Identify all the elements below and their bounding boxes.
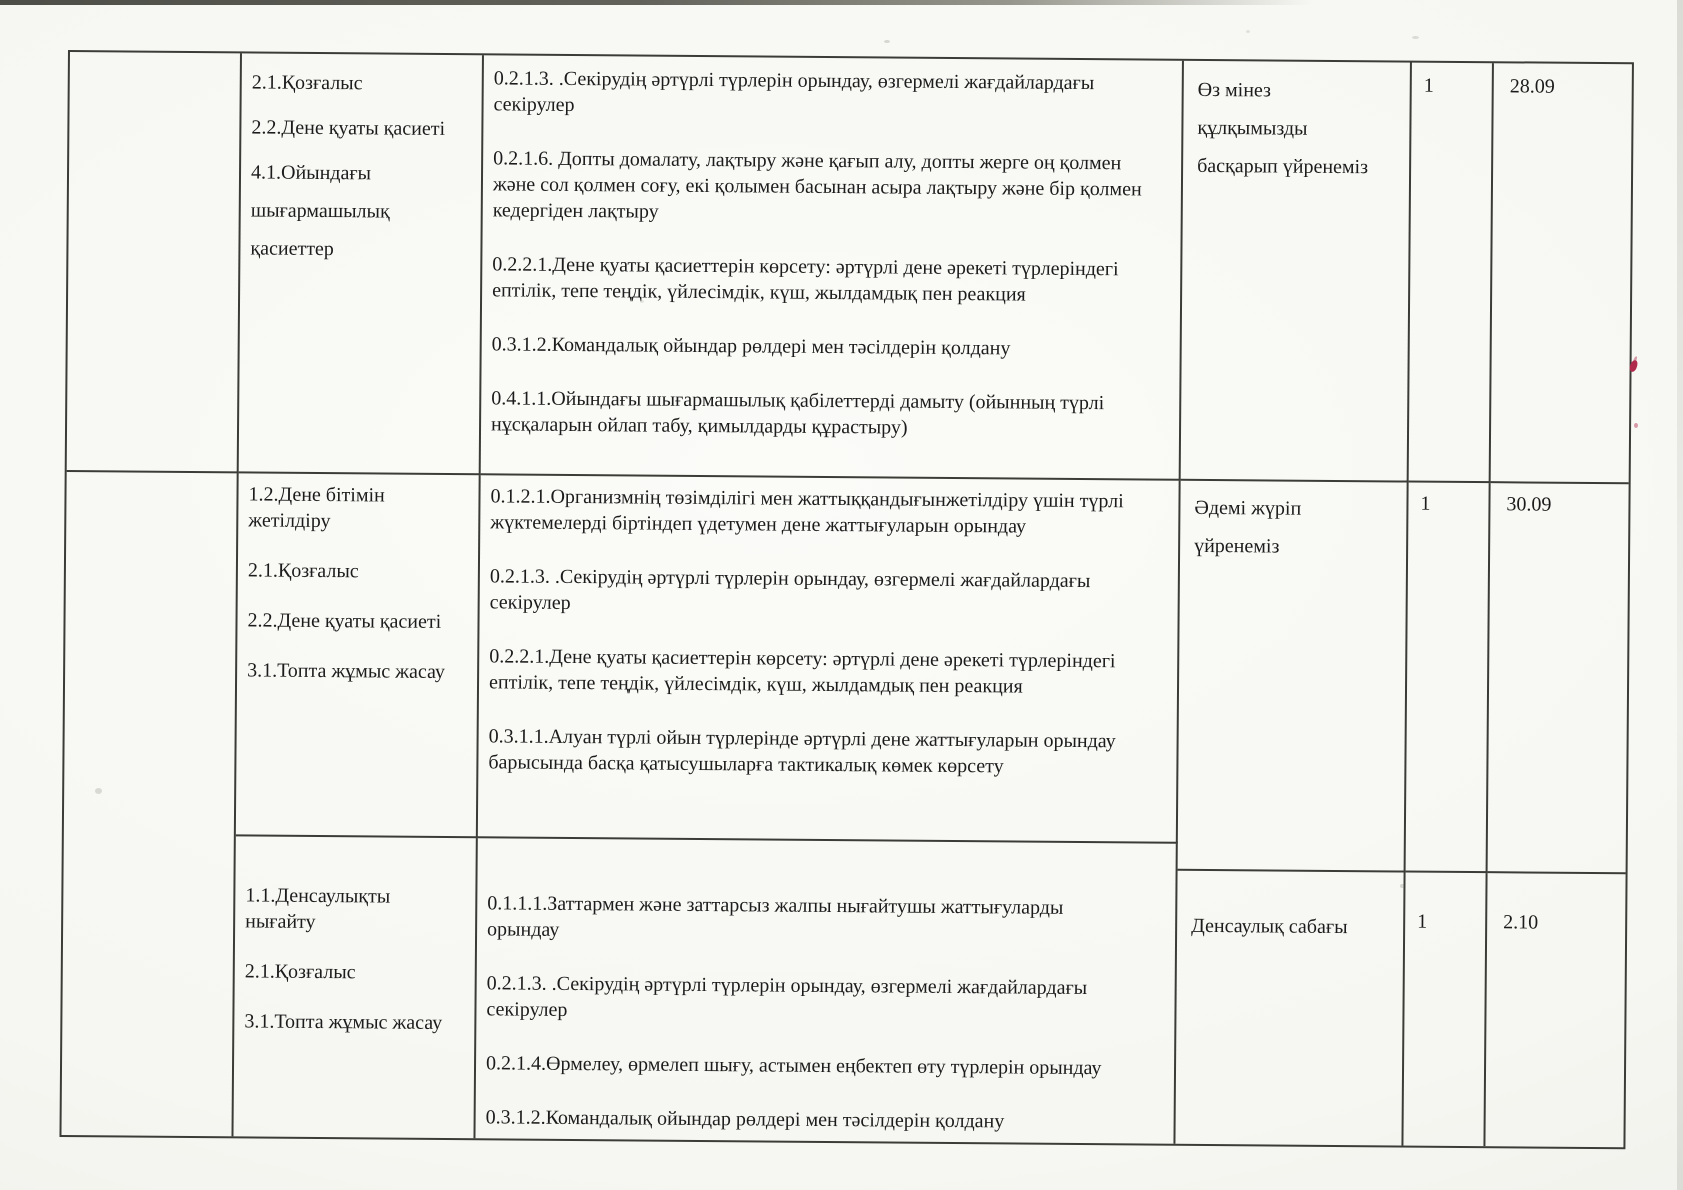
theme-text: Әдемі жүріп үйренеміз [1194, 496, 1302, 558]
cell-date-row3 [1485, 873, 1625, 1147]
cell-theme-row2 [1178, 481, 1409, 873]
objective-item: 0.2.1.3. .Секірудің әртүрлі түрлерін орындау, өзгермелі жағдайлардағы секірулер [493, 67, 1095, 116]
date-value: 30.09 [1506, 493, 1552, 516]
theme-text: Денсаулық сабағы [1191, 914, 1348, 939]
learning-area-item: 3.1.Топта жұмыс жасау [244, 1010, 443, 1034]
cell-date-row1 [1491, 63, 1632, 484]
cell-date-row2 [1488, 483, 1629, 874]
objective-item: 0.3.1.2.Командалық ойындар рөлдері мен тәсілдерін қолдану [491, 333, 1011, 360]
scan-noise-speck [1400, 884, 1404, 888]
cell-hours-row2 [1406, 483, 1491, 874]
cell-objectives-row3 [475, 838, 1177, 1143]
objective-item: 0.3.1.2.Командалық ойындар рөлдері мен тәсілдерін қолдану [485, 1106, 1005, 1133]
objective-item: 0.2.1.4.Өрмелеу, өрмелеп шығу, астымен еңбектеп өту түрлерін орындау [485, 1052, 1102, 1080]
scan-noise-speck [1412, 36, 1419, 39]
cell-objectives-row1 [481, 55, 1184, 480]
scan-noise-speck [640, 300, 644, 303]
cell-theme-row1 [1181, 61, 1412, 483]
hours-value: 1 [1420, 492, 1431, 515]
scanner-edge-artifact-right [1677, 0, 1683, 1190]
learning-area-item: 2.2.Дене қуаты қасиеті [247, 609, 442, 633]
objective-item: 0.2.2.1.Дене қуаты қасиеттерін көрсету: әртүрлі дене әрекеті түрлеріндегі ептілік, тепе теңдік, үйлесімдік, күш, жылдамдық пен реакция [492, 253, 1119, 306]
learning-area-item: 1.1.Денсаулықты нығайту [245, 884, 391, 933]
date-value: 2.10 [1503, 911, 1539, 934]
objective-item: 0.3.1.1.Алуан түрлі ойын түрлерінде әртүрлі дене жаттығуларын орындау барысында басқа қатысушыларға тактикалық көмек көрсету [488, 725, 1116, 778]
cell-hours-row3 [1403, 873, 1487, 1147]
date-value: 28.09 [1509, 75, 1555, 98]
scanner-edge-artifact-top [0, 0, 1683, 5]
red-ink-speck [1634, 423, 1638, 428]
scan-noise-speck [1246, 30, 1250, 33]
objective-item: 0.2.2.1.Дене қуаты қасиеттерін көрсету: әртүрлі дене әрекеті түрлеріндегі ептілік, тепе теңдік, үйлесімдік, күш, жылдамдық пен реакция [488, 645, 1116, 698]
cell-objectives-row2 [478, 475, 1181, 843]
cell-theme-row3 [1175, 871, 1405, 1146]
objective-item: 0.2.1.6. Допты домалату, лақтыру және қағып алу, допты жерге оң қолмен және сол қолмен соғу, екі қолымен басынан асыра лақтыру және бір қолмен кедергіден лақтыру [492, 147, 1142, 223]
cell-learning-areas-row3 [233, 836, 477, 1138]
objective-item: 0.2.1.3. .Секірудің әртүрлі түрлерін орындау, өзгермелі жағдайлардағы секірулер [486, 972, 1088, 1021]
objective-item: 0.1.1.1.Заттармен және заттарсыз жалпы нығайтушы жаттығуларды орындау [487, 892, 1064, 941]
cell-learning-areas-row2 [236, 473, 481, 838]
theme-text: Өз мінез құлқымызды басқарып үйренеміз [1197, 78, 1369, 179]
learning-area-item: 1.2.Дене бітімін жетілдіру [248, 483, 385, 533]
learning-area-item: 3.1.Топта жұмыс жасау [247, 659, 445, 683]
learning-area-item: 2.1.Қозғалыс [244, 960, 356, 984]
cell-learning-areas-row1 [239, 53, 484, 475]
lesson-plan-table [59, 50, 1633, 1149]
learning-area-item: 2.2.Дене қуаты қасиеті [251, 116, 446, 140]
cell-hours-row1 [1409, 63, 1494, 484]
hours-value: 1 [1423, 74, 1434, 97]
cell-empty-row1 [67, 52, 242, 473]
hours-value: 1 [1417, 910, 1428, 933]
objective-item: 0.2.1.3. .Секірудің әртүрлі түрлерін орындау, өзгермелі жағдайлардағы секірулер [489, 565, 1091, 614]
objective-item: 0.4.1.1.Ойындағы шығармашылық қабілеттерді дамыту (ойынның түрлі нұсқаларын ойлап табу, қимылдарды құрастыру) [490, 387, 1105, 439]
learning-area-item: 2.1.Қозғалыс [247, 559, 359, 583]
objective-item: 0.1.2.1.Организмнің төзімділігі мен жаттыққандығынжетілдіру үшін түрлі жүктемелерді біртіндеп үдетумен дене жаттығуларын орындау [490, 485, 1124, 538]
learning-area-item: 4.1.Ойындағы шығармашылық қасиеттер [250, 161, 390, 261]
scan-noise-speck [884, 40, 890, 43]
cell-empty-rows2-3 [61, 472, 238, 1136]
scan-noise-speck [95, 788, 102, 794]
learning-area-item: 2.1.Қозғалыс [251, 71, 363, 95]
